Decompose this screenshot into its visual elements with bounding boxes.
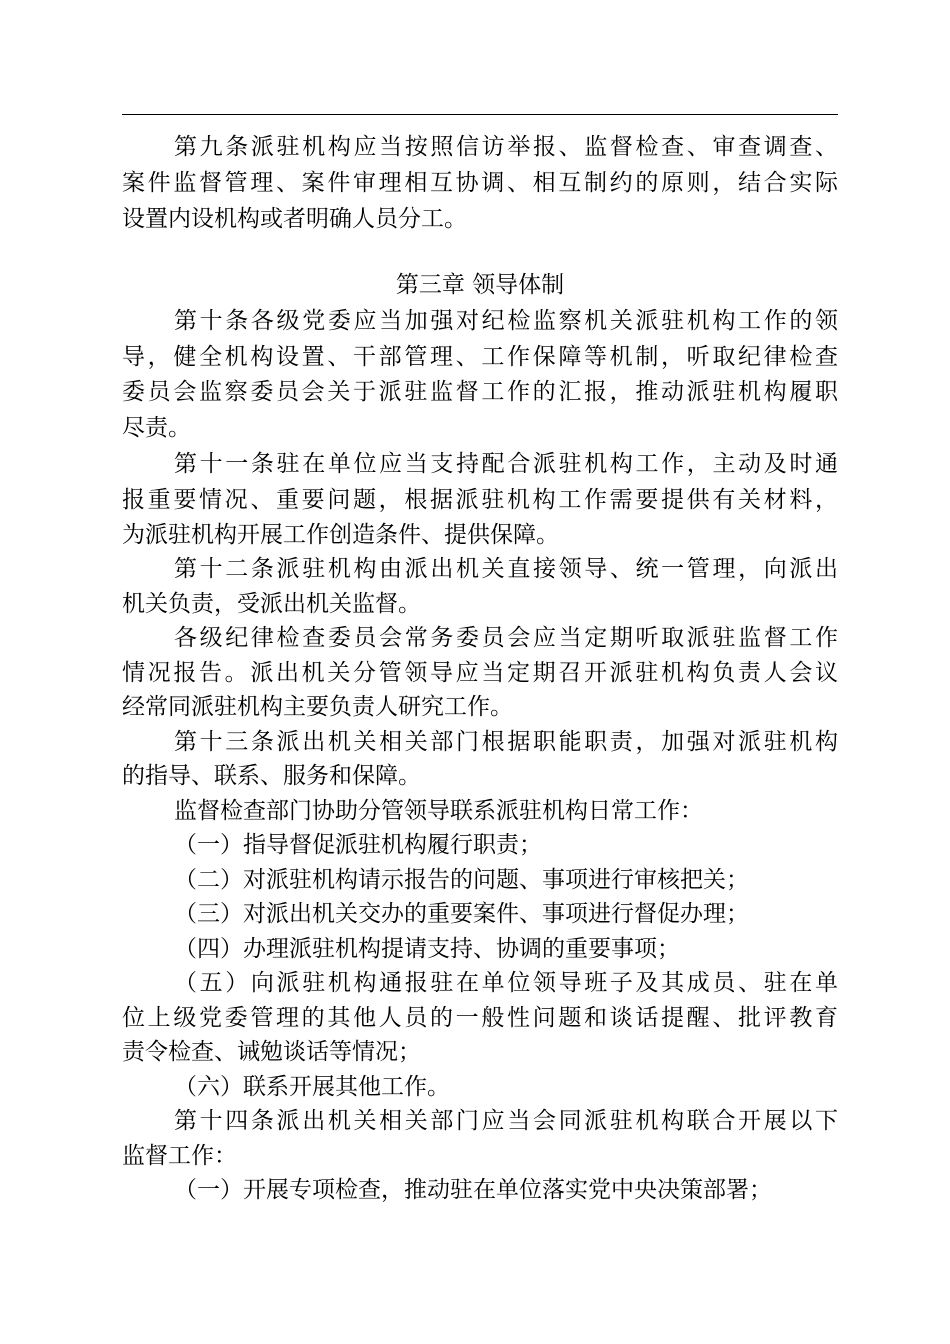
text-line: 报重要情况、重要问题，根据派驻机构工作需要提供有关材料， — [122, 487, 838, 513]
text-line: 第十一条驻在单位应当支持配合派驻机构工作，主动及时通 — [174, 451, 838, 477]
text-line: 监督检查部门协助分管领导联系派驻机构日常工作： — [174, 798, 703, 824]
chapter-title: 第三章 领导体制 — [395, 272, 565, 298]
text-line: 情况报告。派出机关分管领导应当定期召开派驻机构负责人会议 — [122, 660, 838, 686]
text-line: 各级纪律检查委员会常务委员会应当定期听取派驻监督工作 — [174, 625, 838, 651]
text-line: 第十条各级党委应当加强对纪检监察机关派驻机构工作的领 — [174, 308, 838, 334]
list-item: （六）联系开展其他工作。 — [174, 1074, 450, 1100]
text-line: 为派驻机构开展工作创造条件、提供保障。 — [122, 522, 559, 548]
text-line: 第十四条派出机关相关部门应当会同派驻机构联合开展以下 — [174, 1108, 838, 1134]
text-line: 第十三条派出机关相关部门根据职能职责，加强对派驻机构 — [174, 729, 838, 755]
text-line: 导，健全机构设置、干部管理、工作保障等机制，听取纪律检查 — [122, 344, 838, 370]
text-line: 第十二条派驻机构由派出机关直接领导、统一管理，向派出 — [174, 556, 838, 582]
text-line: 机关负责，受派出机关监督。 — [122, 591, 421, 617]
text-line: 第九条派驻机构应当按照信访举报、监督检查、审查调查、 — [174, 134, 838, 160]
text-line: 责令检查、诫勉谈话等情况； — [122, 1039, 421, 1065]
list-item: （三）对派出机关交办的重要案件、事项进行督促办理； — [174, 901, 749, 927]
list-item: （五）向派驻机构通报驻在单位领导班子及其成员、驻在单 — [174, 970, 838, 996]
text-line: 位上级党委管理的其他人员的一般性问题和谈话提醒、批评教育 — [122, 1005, 838, 1031]
text-line: 经常同派驻机构主要负责人研究工作。 — [122, 694, 513, 720]
text-line: 监督工作： — [122, 1143, 237, 1169]
text-line: 的指导、联系、服务和保障。 — [122, 763, 421, 789]
text-line: 设置内设机构或者明确人员分工。 — [122, 206, 467, 232]
text-line: 案件监督管理、案件审理相互协调、相互制约的原则，结合实际 — [122, 170, 838, 196]
text-line: 委员会监察委员会关于派驻监督工作的汇报，推动派驻机构履职 — [122, 379, 838, 405]
list-item: （二）对派驻机构请示报告的问题、事项进行审核把关； — [174, 867, 749, 893]
header-rule — [122, 114, 838, 115]
list-item: （一）指导督促派驻机构履行职责； — [174, 832, 542, 858]
list-item: （四）办理派驻机构提请支持、协调的重要事项； — [174, 936, 680, 962]
list-item: （一）开展专项检查，推动驻在单位落实党中央决策部署； — [174, 1177, 772, 1203]
text-line: 尽责。 — [122, 415, 191, 441]
